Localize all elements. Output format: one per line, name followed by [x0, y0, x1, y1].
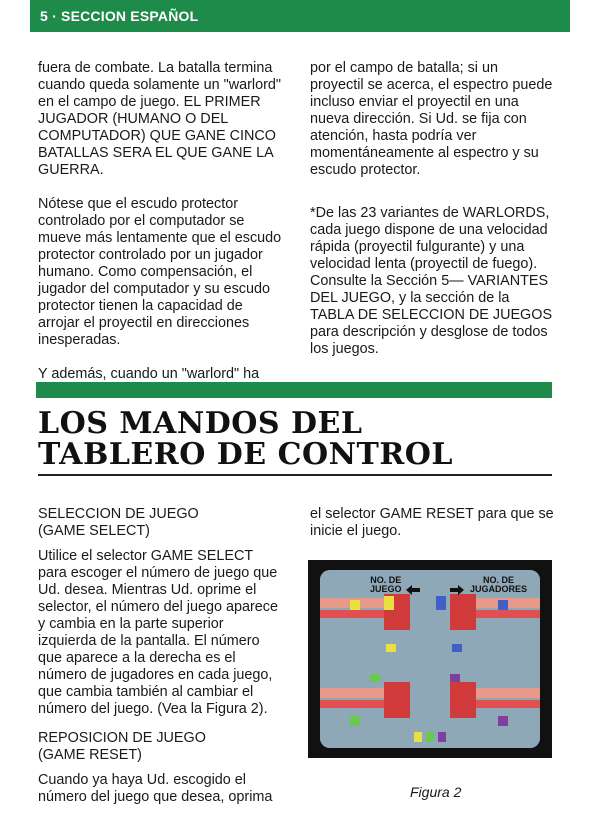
paragraph: Cuando ya haya Ud. escogido el número del juego que desea, oprima — [38, 772, 273, 805]
paragraph: Nótese que el escudo protector controlado por el computador se mueve más lentamente que el escudo protector controlado por un jugador humano. Como compensación, el jugador del computador y su escudo protector tienen la capacidad de arrojar el proyectil en direcciones inesperadas. — [38, 196, 282, 348]
subheading-line: (GAME RESET) — [38, 747, 142, 763]
indicator — [438, 732, 446, 742]
section-divider-bar — [36, 382, 552, 398]
footnote: *De las 23 variantes de WARLORDS, cada juego dispone de una velocidad rápida (proyectil fulgurante) y una velocidad lenta (proyectil de fuego). Consulte la Sección 5— VARIANTES DEL JUEGO, y la sección de la TABLA DE SELECCION DE JUEGOS para descripción y desglose de todos los juegos. — [310, 205, 553, 357]
indicator — [426, 732, 434, 742]
paragraph: fuera de combate. La batalla termina cuando queda solamente un "warlord" en el campo de juego. EL PRIMER JUGADOR (HUMANO O DEL COMPUTADOR) QUE GANE CINCO BATALLAS SERA EL QUE GANE LA GUERRA. — [38, 60, 282, 178]
warlord-icon — [498, 600, 508, 610]
players-number-digit — [436, 596, 446, 610]
subheading-line: SELECCION DE JUEGO — [38, 506, 199, 522]
figure-label-line: JUGADORES — [470, 584, 528, 594]
paragraph: el selector GAME RESET para que se inicie el juego. — [310, 506, 554, 539]
paragraph: Y además, cuando un "warlord" ha — [38, 366, 260, 382]
section-header-bar — [30, 0, 570, 32]
figure-caption: Figura 2 — [410, 784, 462, 800]
section-title — [38, 408, 558, 470]
subheading-line: (GAME SELECT) — [38, 523, 150, 539]
figure-label-line: NO. DE — [370, 575, 402, 585]
shield — [386, 644, 396, 652]
castle-wall — [450, 682, 476, 718]
game-screen-graphic — [320, 570, 540, 748]
subheading-game-select — [38, 506, 278, 540]
left-column-top — [38, 60, 288, 417]
title-rule — [38, 474, 552, 476]
warlord-icon — [350, 600, 360, 610]
section-title-line1: LOS MANDOS DEL — [38, 406, 363, 441]
right-column-top — [310, 60, 554, 375]
castle-wall — [384, 682, 410, 718]
shield — [450, 674, 460, 682]
indicator — [414, 732, 422, 742]
subheading-game-reset — [38, 730, 278, 764]
right-column-bottom — [310, 506, 554, 557]
castle-wall — [450, 594, 476, 630]
figure-label-players — [470, 576, 527, 594]
figure-screenshot — [308, 560, 552, 758]
game-screen — [320, 570, 540, 748]
shield — [452, 644, 462, 652]
warlord-icon — [498, 716, 508, 726]
game-number-digit — [384, 596, 394, 610]
figure-label-line: NO. DE — [483, 575, 515, 585]
section-title-line2: TABLERO DE CONTROL — [38, 437, 454, 472]
paragraph: Utilice el selector GAME SELECT para escoger el número de juego que Ud. desea. Mientras Ud. oprime el selector, el número del juego aparece y cambia en la parte superior izquierda de la pantalla. El número que aparece a la derecha es el número de jugadores en cada juego, que cambia también al cambiar el número del juego. (Vea la Figura 2). — [38, 548, 278, 717]
shield — [370, 674, 380, 682]
subheading-line: REPOSICION DE JUEGO — [38, 730, 206, 746]
left-column-bottom — [38, 506, 278, 823]
figure-label-line: JUEGO — [370, 584, 402, 594]
warlord-icon — [350, 716, 360, 726]
section-header-text: 5 · SECCION ESPAÑOL — [40, 8, 199, 24]
figure-label-game-number — [370, 576, 402, 594]
paragraph: por el campo de batalla; si un proyectil se acerca, el espectro puede incluso enviar el proyectil en una nueva dirección. Si Ud. se fija con atención, hasta podría ver momentáneamente al espectro y su escudo protector. — [310, 60, 553, 178]
